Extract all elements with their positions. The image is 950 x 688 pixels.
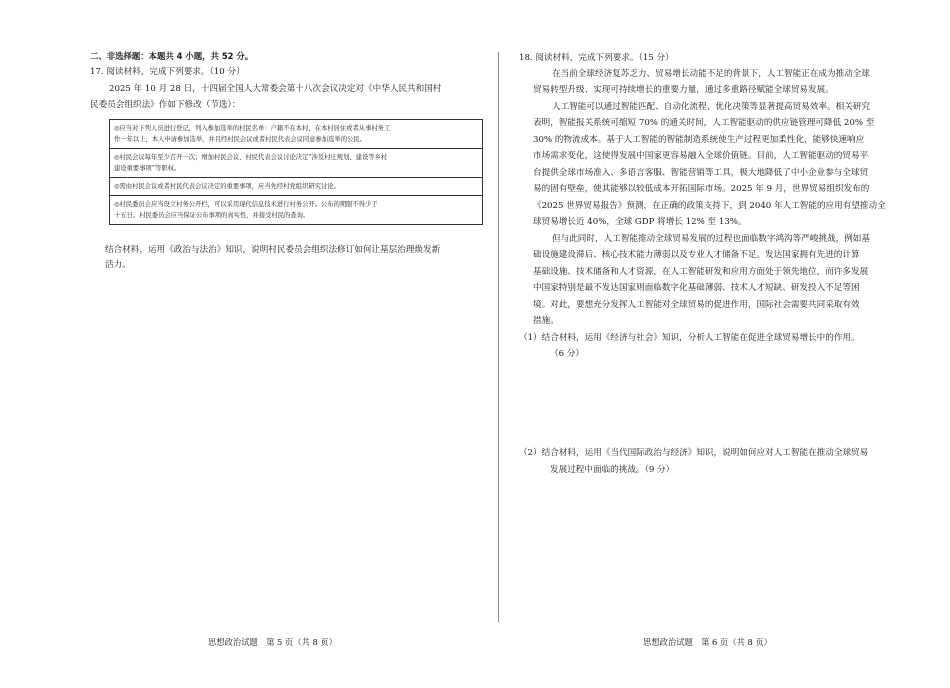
q18-material-line: 球贸易增长近 40%，全球 GDP 将增长 12% 至 13%。	[533, 217, 747, 227]
section-title: 二、非选择题：本题共 4 小题，共 52 分。	[90, 51, 254, 61]
amendment-item	[110, 149, 482, 178]
q18-material-line: 人工智能可以通过智能匹配、自动化流程、优化决策等显著提高贸易效率。相关研究	[552, 102, 870, 112]
amendment-item	[110, 120, 482, 149]
q18-material-line: 30% 的物流成本。基于人工智能的智能制造系统使生产过程更加柔性化，能够快速响应	[533, 135, 865, 145]
q18-sub2-line-2: 发展过程中面临的挑战。（9 分）	[550, 465, 675, 475]
right-page	[500, 0, 950, 688]
amendment-text: ◎应当对下列人员进行登记，列入参加选举的村民名单：户籍不在本村，在本村居住或者从事村务工	[114, 125, 391, 132]
amendment-text: ◎村民会议每年至少召开一次；增加村民会议、村民代表会议讨论决定“涉及村庄规划、建设等乡村	[114, 154, 388, 161]
amendment-text: 十五日。村民委员会应当保证公布事项的真实性，并接受村民的查询。	[114, 212, 310, 219]
amendment-text: ◎需由村民会议或者村民代表会议决定的重要事项，应当先经村党组织研究讨论。	[114, 183, 340, 190]
q18-sub1-line-2: （6 分）	[550, 349, 584, 359]
q17-question-line-2: 活力。	[105, 260, 131, 270]
amendment-table	[109, 119, 483, 225]
left-footer: 思想政治试题 第 5 页（共 8 页）	[208, 637, 337, 647]
q18-material-line: 市场需求变化，这使得发展中国家更容易融入全球价值链。目前，人工智能驱动的贸易平	[533, 151, 869, 161]
page-divider	[498, 52, 499, 622]
q18-sub1-line-1: （1）结合材料，运用《经济与社会》知识，分析人工智能在促进全球贸易增长中的作用。	[519, 333, 860, 343]
q18-material-line: 易的固有壁垒，使其能够以较低成本开拓国际市场。2025 年 9 月，世界贸易组织发布的	[533, 184, 870, 194]
q18-material-line: 贸易转型升级、实现可持续增长的重要力量，通过多重路径赋能全球贸易发展。	[533, 85, 834, 95]
amendment-text: ◎村民委员会应当设立村务公开栏，可以采用现代信息技术进行村务公开。公布的期限不得少于	[114, 201, 378, 208]
q18-header: 18. 阅读材料，完成下列要求。（15 分）	[519, 53, 674, 63]
q18-material-line: 在当前全球经济复苏乏力、贸易增长动能不足的背景下，人工智能正在成为推动全球	[552, 69, 870, 79]
q18-material-line: 境。对此，要想充分发挥人工智能对全球贸易的促进作用，国际社会需要共同采取有效	[533, 300, 860, 310]
q18-material-line: 《2025 世界贸易报告》预测，在正确的政策支持下，到 2040 年人工智能的应用有望推动全	[533, 201, 886, 211]
amendment-text: 建设重要事项”等职权。	[114, 165, 181, 172]
q17-intro-line-1: 2025 年 10 月 28 日，十四届全国人大常委会第十八次会议决定对《中华人民共和国村	[109, 84, 442, 94]
q17-header: 17. 阅读材料，完成下列要求。（10 分）	[90, 67, 245, 77]
q18-material-line: 措施。	[533, 316, 559, 326]
q18-material-line: 基础设施、技术储备和人才资源，在人工智能研发和应用方面处于领先地位，而许多发展	[533, 267, 869, 277]
q18-material-line: 础设施建设滞后、核心技术能力薄弱以及专业人才储备不足。发达国家拥有先进的计算	[533, 250, 860, 260]
q17-intro-line-2: 民委员会组织法》作如下修改（节选）：	[90, 100, 241, 110]
amendment-item	[110, 196, 482, 224]
q17-question-line-1: 结合材料，运用《政治与法治》知识，说明村民委员会组织法修订如何让基层治理焕发新	[105, 245, 441, 255]
q18-material-line: 台提供全球市场准入、多语言客服、智能营销等工具，极大地降低了中小企业参与全球贸	[533, 168, 869, 178]
amendment-text: 作一年以上，本人申请参加选举，并且经村民会议或者村民代表会议同意参加选举的公民。	[114, 136, 366, 143]
amendment-item	[110, 178, 482, 196]
q18-sub2-line-1: （2）结合材料，运用《当代国际政治与经济》知识，说明如何应对人工智能在推动全球贸易	[519, 448, 869, 458]
q18-material-line: 表明，智能报关系统可缩短 70% 的通关时间，人工智能驱动的供应链管理可降低 20% 至	[533, 118, 875, 128]
q18-material-line: 中国家特别是最不发达国家则面临数字化基础薄弱、技术人才短缺、研发投入不足等困	[533, 283, 860, 293]
q18-material-line: 但与此同时，人工智能推动全球贸易发展的过程也面临数字鸿沟等严峻挑战，例如基	[552, 234, 870, 244]
right-footer: 思想政治试题 第 6 页（共 8 页）	[643, 637, 772, 647]
